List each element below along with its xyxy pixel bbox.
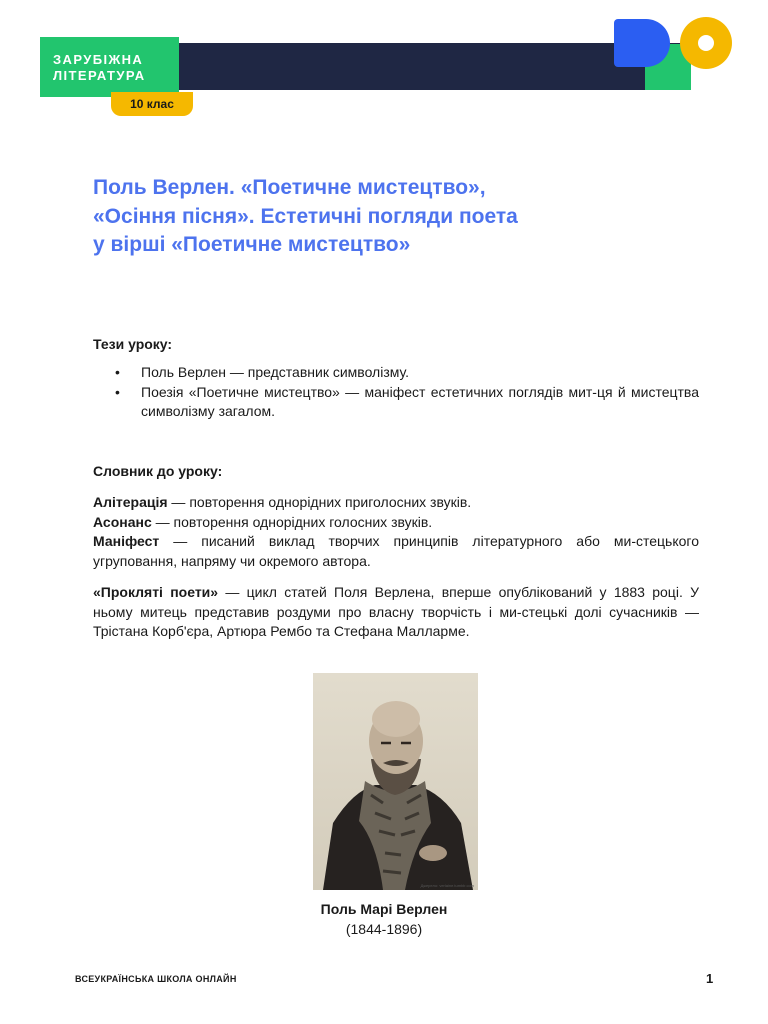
photo-credit: Джерело: verlaine.tumblr.com bbox=[420, 883, 474, 888]
title-line-1: Поль Верлен. «Поетичне мистецтво», bbox=[93, 176, 486, 199]
glossary-entry bbox=[93, 493, 699, 513]
glossary-definition: — повторення однорідних приголосних звуків. bbox=[167, 494, 472, 510]
lesson-title bbox=[93, 174, 713, 260]
glossary-terms bbox=[93, 493, 699, 571]
subject-badge bbox=[40, 37, 179, 97]
list-item: • Поезія «Поетичне мистецтво» — маніфест естетичних поглядів мит-ця й мистецтва символізму загалом. bbox=[93, 383, 699, 422]
theses-list bbox=[93, 363, 699, 422]
glossary-definition: — писаний виклад творчих принципів літературного або ми-стецького угруповання, напряму чи окремого автора. bbox=[93, 533, 699, 569]
glossary-term: Алітерація bbox=[93, 494, 168, 510]
grade-badge: 10 клас bbox=[111, 92, 193, 116]
theses-heading: Тези уроку: bbox=[93, 336, 173, 352]
glossary-heading: Словник до уроку: bbox=[93, 463, 223, 479]
footer-school-name: ВСЕУКРАЇНСЬКА ШКОЛА ОНЛАЙН bbox=[75, 974, 237, 984]
glossary-term: «Прокляті поети» bbox=[93, 584, 219, 600]
title-line-3: у вірші «Поетичне мистецтво» bbox=[93, 233, 411, 256]
glossary-definition: — цикл статей Поля Верлена, вперше опублікований у 1883 році. У ньому митець представив роздуми про власну творчість і ми-стецькі долі сучасників — Трістана Корб'єра, Артюра Рембо та Стефана Малларме. bbox=[93, 584, 699, 639]
logo-blue-shape bbox=[614, 19, 670, 67]
verlaine-portrait bbox=[313, 673, 478, 890]
glossary-definition: — повторення однорідних голосних звуків. bbox=[151, 513, 433, 530]
glossary-term: Асонанс bbox=[93, 513, 152, 530]
cursed-poets-paragraph bbox=[93, 583, 699, 642]
page-number: 1 bbox=[706, 971, 714, 986]
subject-line-1: ЗАРУБІЖНА bbox=[53, 52, 144, 67]
glossary-term: Маніфест bbox=[93, 533, 160, 549]
glossary-entry bbox=[93, 532, 699, 571]
subject-line-2: ЛІТЕРАТУРА bbox=[53, 68, 146, 83]
portrait-caption-name: Поль Марі Верлен bbox=[320, 901, 448, 917]
portrait-illustration bbox=[313, 673, 478, 890]
list-item: • Поль Верлен — представник символізму. bbox=[93, 363, 699, 383]
glossary-entry bbox=[93, 513, 699, 533]
portrait-caption-dates: (1844-1896) bbox=[345, 921, 423, 937]
title-line-2: «Осіння пісня». Естетичні погляди поета bbox=[93, 204, 518, 228]
logo-orange-circle bbox=[680, 17, 732, 69]
